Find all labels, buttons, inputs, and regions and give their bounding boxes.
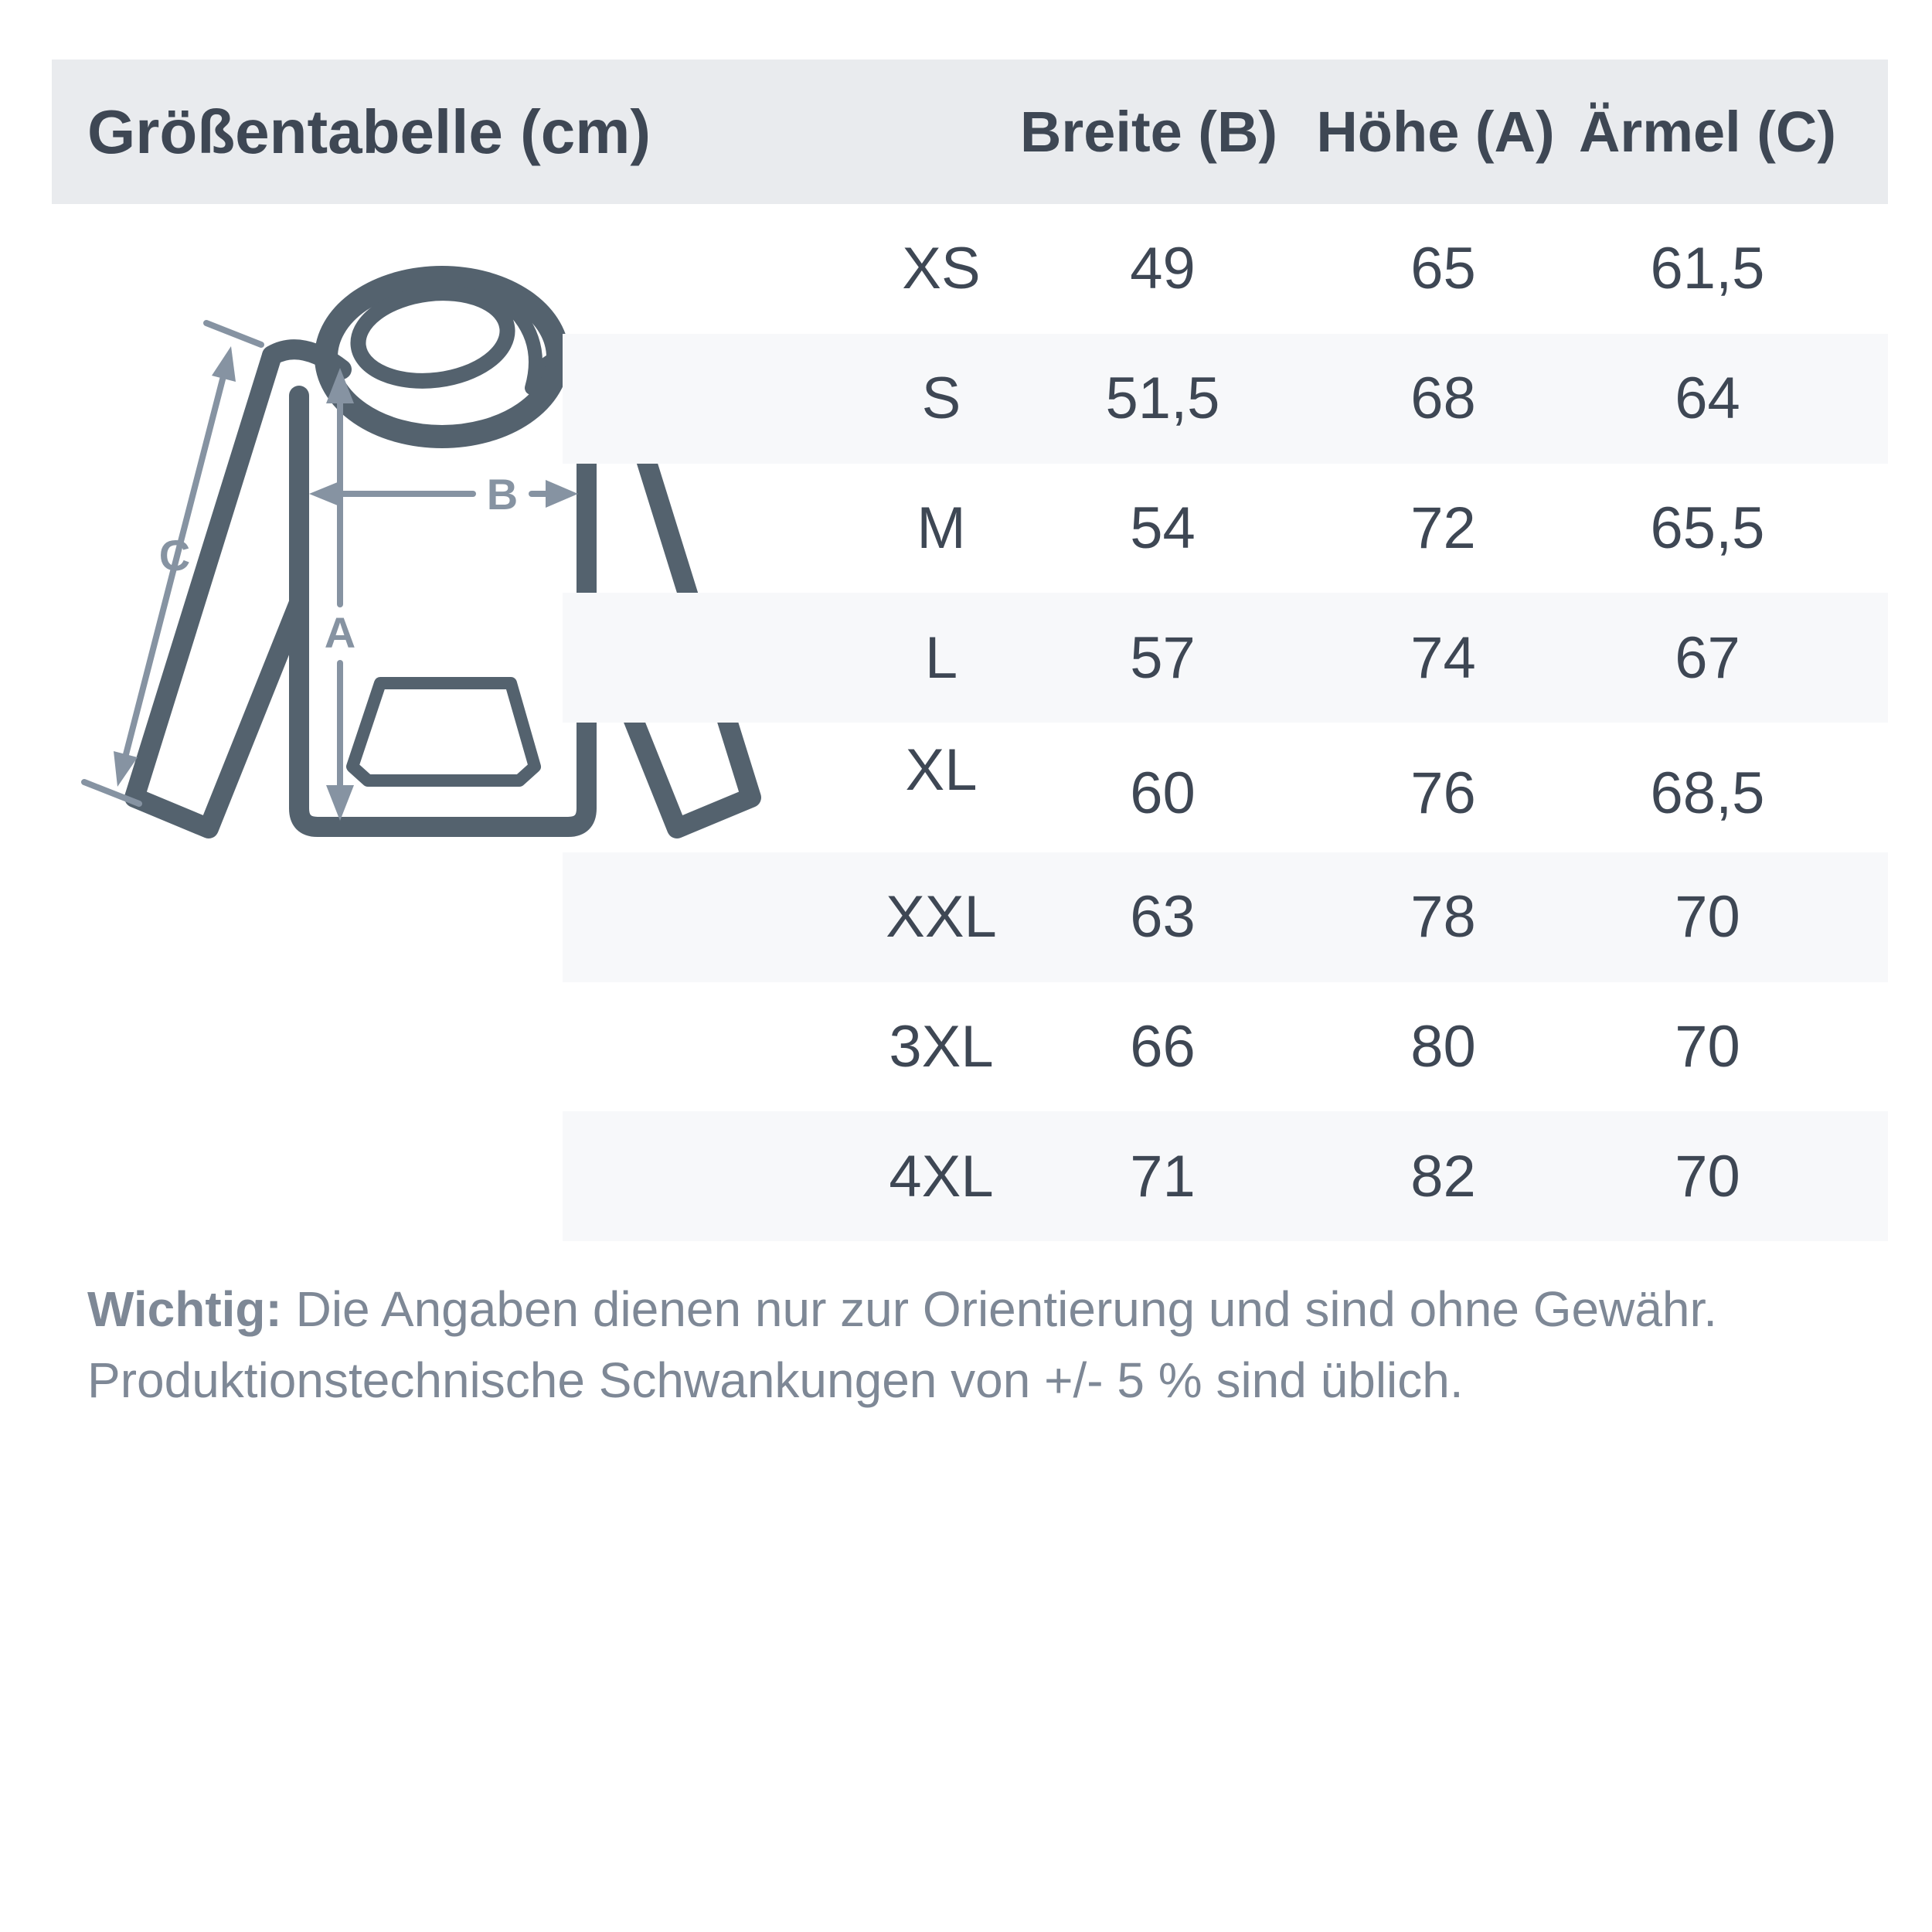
hoehe-cell: 80: [1410, 1013, 1476, 1080]
breite-cell: 54: [1130, 495, 1196, 561]
breite-cell: 71: [1130, 1143, 1196, 1209]
table-row: [563, 852, 1888, 982]
disclaimer-note: [87, 1274, 1880, 1416]
column-header-hoehe: Höhe (A): [1316, 100, 1555, 164]
table-row: [563, 204, 1888, 334]
breite-cell: 49: [1130, 236, 1196, 302]
hoehe-cell: 82: [1410, 1143, 1476, 1209]
aermel-cell: 70: [1675, 884, 1740, 951]
column-header-aermel: Ärmel (C): [1578, 100, 1837, 164]
hoehe-cell: 65: [1410, 236, 1476, 302]
table-row: [563, 982, 1888, 1112]
measure-arrow-c-head-top: [212, 346, 236, 382]
aermel-cell: 64: [1675, 366, 1740, 432]
size-cell: XL: [905, 737, 978, 804]
disclaimer-bold-label: Wichtig:: [87, 1281, 282, 1337]
table-row: [563, 464, 1888, 594]
breite-cell: 63: [1130, 884, 1196, 951]
measure-arrow-b-head-left: [309, 480, 343, 508]
table-row: [563, 334, 1888, 464]
size-table-rows: [563, 204, 1888, 1241]
breite-cell: 60: [1130, 760, 1196, 827]
measure-label-b: B: [486, 470, 519, 519]
breite-cell: 66: [1130, 1013, 1196, 1080]
measure-label-c: C: [158, 531, 191, 580]
table-header-band: [52, 60, 1888, 204]
aermel-cell: 70: [1675, 1013, 1740, 1080]
kangaroo-pocket: [352, 683, 535, 781]
measure-label-a: A: [324, 608, 356, 657]
table-row: [563, 723, 1888, 852]
size-cell: XS: [902, 236, 981, 302]
size-cell: L: [924, 624, 958, 691]
aermel-cell: 65,5: [1650, 495, 1765, 561]
hoehe-cell: 78: [1410, 884, 1476, 951]
column-headers: [1019, 60, 1888, 204]
measure-tick-c-top: [206, 323, 261, 345]
breite-cell: 57: [1130, 624, 1196, 691]
hoehe-cell: 74: [1410, 624, 1476, 691]
size-cell: XXL: [886, 884, 997, 951]
hoehe-cell: 68: [1410, 366, 1476, 432]
left-sleeve-outline: [134, 355, 299, 828]
table-row: [563, 1111, 1888, 1241]
size-cell: M: [917, 495, 966, 561]
aermel-cell: 61,5: [1650, 236, 1765, 302]
disclaimer-line-1: Wichtig: Die Angaben dienen nur zur Orientierung und sind ohne Gewähr.: [87, 1281, 1718, 1337]
size-cell: S: [921, 366, 961, 432]
size-cell: 3XL: [889, 1013, 994, 1080]
page-title: Größentabelle (cm): [87, 97, 651, 166]
aermel-cell: 67: [1675, 624, 1740, 691]
measure-arrow-a-head-down: [326, 785, 354, 821]
disclaimer-line-2: Produktionstechnische Schwankungen von +/- 5 % sind üblich.: [87, 1352, 1464, 1408]
column-header-breite: Breite (B): [1019, 100, 1278, 164]
hoehe-cell: 72: [1410, 495, 1476, 561]
table-row: [563, 593, 1888, 723]
size-cell: 4XL: [889, 1143, 994, 1209]
hoehe-cell: 76: [1410, 760, 1476, 827]
aermel-cell: 68,5: [1650, 760, 1765, 827]
aermel-cell: 70: [1675, 1143, 1740, 1209]
breite-cell: 51,5: [1105, 366, 1220, 432]
